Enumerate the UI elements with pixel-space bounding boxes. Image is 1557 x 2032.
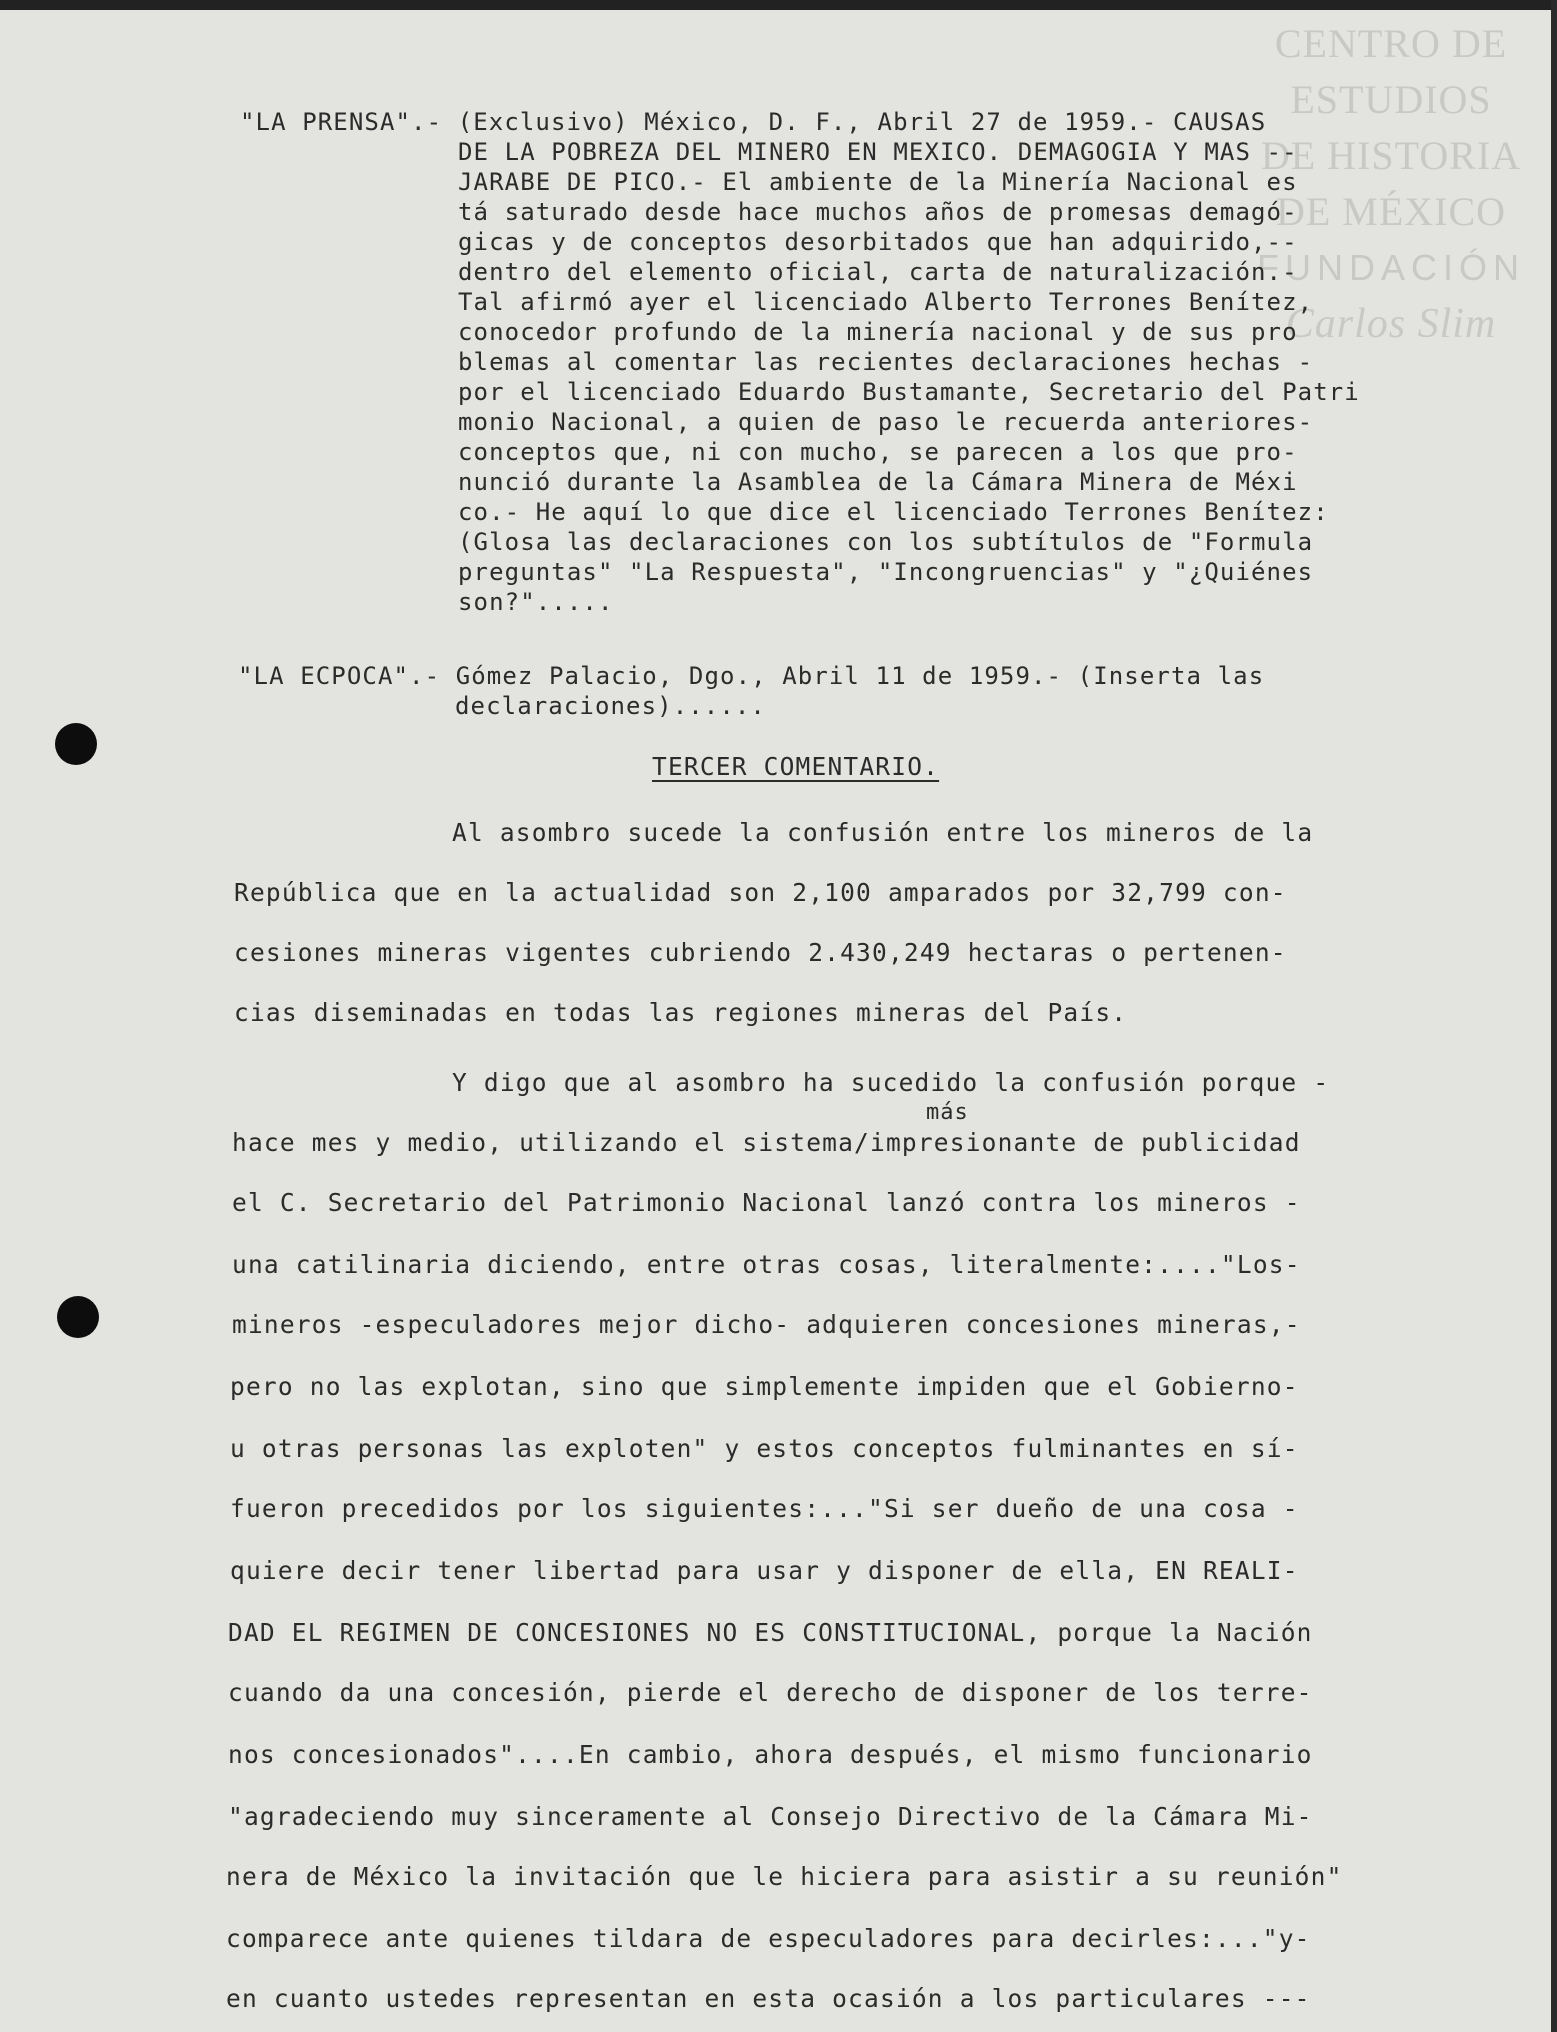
- body-line: mineros -especuladores mejor dicho- adquieren concesiones mineras,-: [232, 1310, 1301, 1339]
- body-line: Y digo que al asombro ha sucedido la confusión porque -: [452, 1068, 1330, 1097]
- watermark-line: CENTRO DE: [1274, 21, 1508, 66]
- body-line: nera de México la invitación que le hiciera para asistir a su reunión": [226, 1862, 1343, 1891]
- body-line: Al asombro sucede la confusión entre los mineros de la: [452, 818, 1314, 847]
- prensa-line: JARABE DE PICO.- El ambiente de la Minería Nacional es: [458, 168, 1298, 196]
- body-line: en cuanto ustedes representan en esta ocasión a los particulares ---: [226, 1984, 1311, 2013]
- prensa-line: (Glosa las declaraciones con los subtítulos de "Formula: [458, 528, 1314, 556]
- prensa-line: tá saturado desde hace muchos años de promesas demagó-: [458, 198, 1298, 226]
- prensa-line: "LA PRENSA".- (Exclusivo) México, D. F., Abril 27 de 1959.- CAUSAS: [240, 108, 1267, 136]
- body-line: fueron precedidos por los siguientes:..."Si ser dueño de una cosa -: [230, 1494, 1299, 1523]
- watermark-line: ESTUDIOS: [1290, 77, 1492, 122]
- body-line: DAD EL REGIMEN DE CONCESIONES NO ES CONSTITUCIONAL, porque la Nación: [228, 1618, 1313, 1647]
- watermark-line: FUNDACIÓN: [1257, 247, 1525, 288]
- scan-border-top: [0, 0, 1557, 10]
- prensa-line: por el licenciado Eduardo Bustamante, Secretario del Patri: [458, 378, 1360, 406]
- scan-border-right: [1551, 0, 1557, 2032]
- epoca-line: "LA ECPOCA".- Gómez Palacio, Dgo., Abril 11 de 1959.- (Inserta las: [238, 662, 1265, 690]
- punch-hole: [55, 723, 97, 765]
- prensa-line: conceptos que, ni con mucho, se parecen a los que pro-: [458, 438, 1298, 466]
- body-line: cias diseminadas en todas las regiones mineras del País.: [234, 998, 1128, 1027]
- interlinear-insertion: más: [926, 1100, 969, 1125]
- section-title: TERCER COMENTARIO.: [652, 752, 940, 781]
- prensa-line: Tal afirmó ayer el licenciado Alberto Terrones Benítez,: [458, 288, 1314, 316]
- watermark-signature: Carlos Slim: [1285, 301, 1497, 347]
- body-line: quiere decir tener libertad para usar y disponer de ella, EN REALI-: [230, 1556, 1299, 1585]
- body-line: el C. Secretario del Patrimonio Nacional lanzó contra los mineros -: [232, 1188, 1301, 1217]
- watermark-line: DE HISTORIA: [1260, 133, 1522, 178]
- body-line: nos concesionados"....En cambio, ahora después, el mismo funcionario: [228, 1740, 1313, 1769]
- body-line: cesiones mineras vigentes cubriendo 2.430,249 hectaras o pertenen-: [234, 938, 1287, 967]
- prensa-line: son?".....: [458, 588, 614, 616]
- body-line: comparece ante quienes tildara de especuladores para decirles:..."y-: [226, 1924, 1311, 1953]
- prensa-line: dentro del elemento oficial, carta de naturalización.-: [458, 258, 1298, 286]
- prensa-line: monio Nacional, a quien de paso le recuerda anteriores-: [458, 408, 1314, 436]
- prensa-line: conocedor profundo de la minería nacional y de sus pro: [458, 318, 1298, 346]
- prensa-line: co.- He aquí lo que dice el licenciado Terrones Benítez:: [458, 498, 1329, 526]
- prensa-line: preguntas" "La Respuesta", "Incongruencias" y "¿Quiénes: [458, 558, 1314, 586]
- document-page: [0, 10, 1551, 2032]
- watermark-line: DE MÉXICO: [1275, 189, 1507, 234]
- punch-hole: [57, 1296, 99, 1338]
- body-line: hace mes y medio, utilizando el sistema/impresionante de publicidad: [232, 1128, 1301, 1157]
- body-line: cuando da una concesión, pierde el derecho de disponer de los terre-: [228, 1678, 1313, 1707]
- prensa-line: nunció durante la Asamblea de la Cámara Minera de Méxi: [458, 468, 1298, 496]
- prensa-line: DE LA POBREZA DEL MINERO EN MEXICO. DEMAGOGIA Y MAS --: [458, 138, 1298, 166]
- body-line: una catilinaria diciendo, entre otras cosas, literalmente:...."Los-: [232, 1250, 1301, 1279]
- epoca-line: declaraciones)......: [455, 692, 766, 720]
- body-line: pero no las explotan, sino que simplemente impiden que el Gobierno-: [230, 1372, 1299, 1401]
- body-line: u otras personas las exploten" y estos conceptos fulminantes en sí-: [230, 1434, 1299, 1463]
- body-line: República que en la actualidad son 2,100 amparados por 32,799 con-: [234, 878, 1287, 907]
- prensa-line: blemas al comentar las recientes declaraciones hechas -: [458, 348, 1314, 376]
- prensa-line: gicas y de conceptos desorbitados que han adquirido,--: [458, 228, 1298, 256]
- body-line: "agradeciendo muy sinceramente al Consejo Directivo de la Cámara Mi-: [228, 1802, 1313, 1831]
